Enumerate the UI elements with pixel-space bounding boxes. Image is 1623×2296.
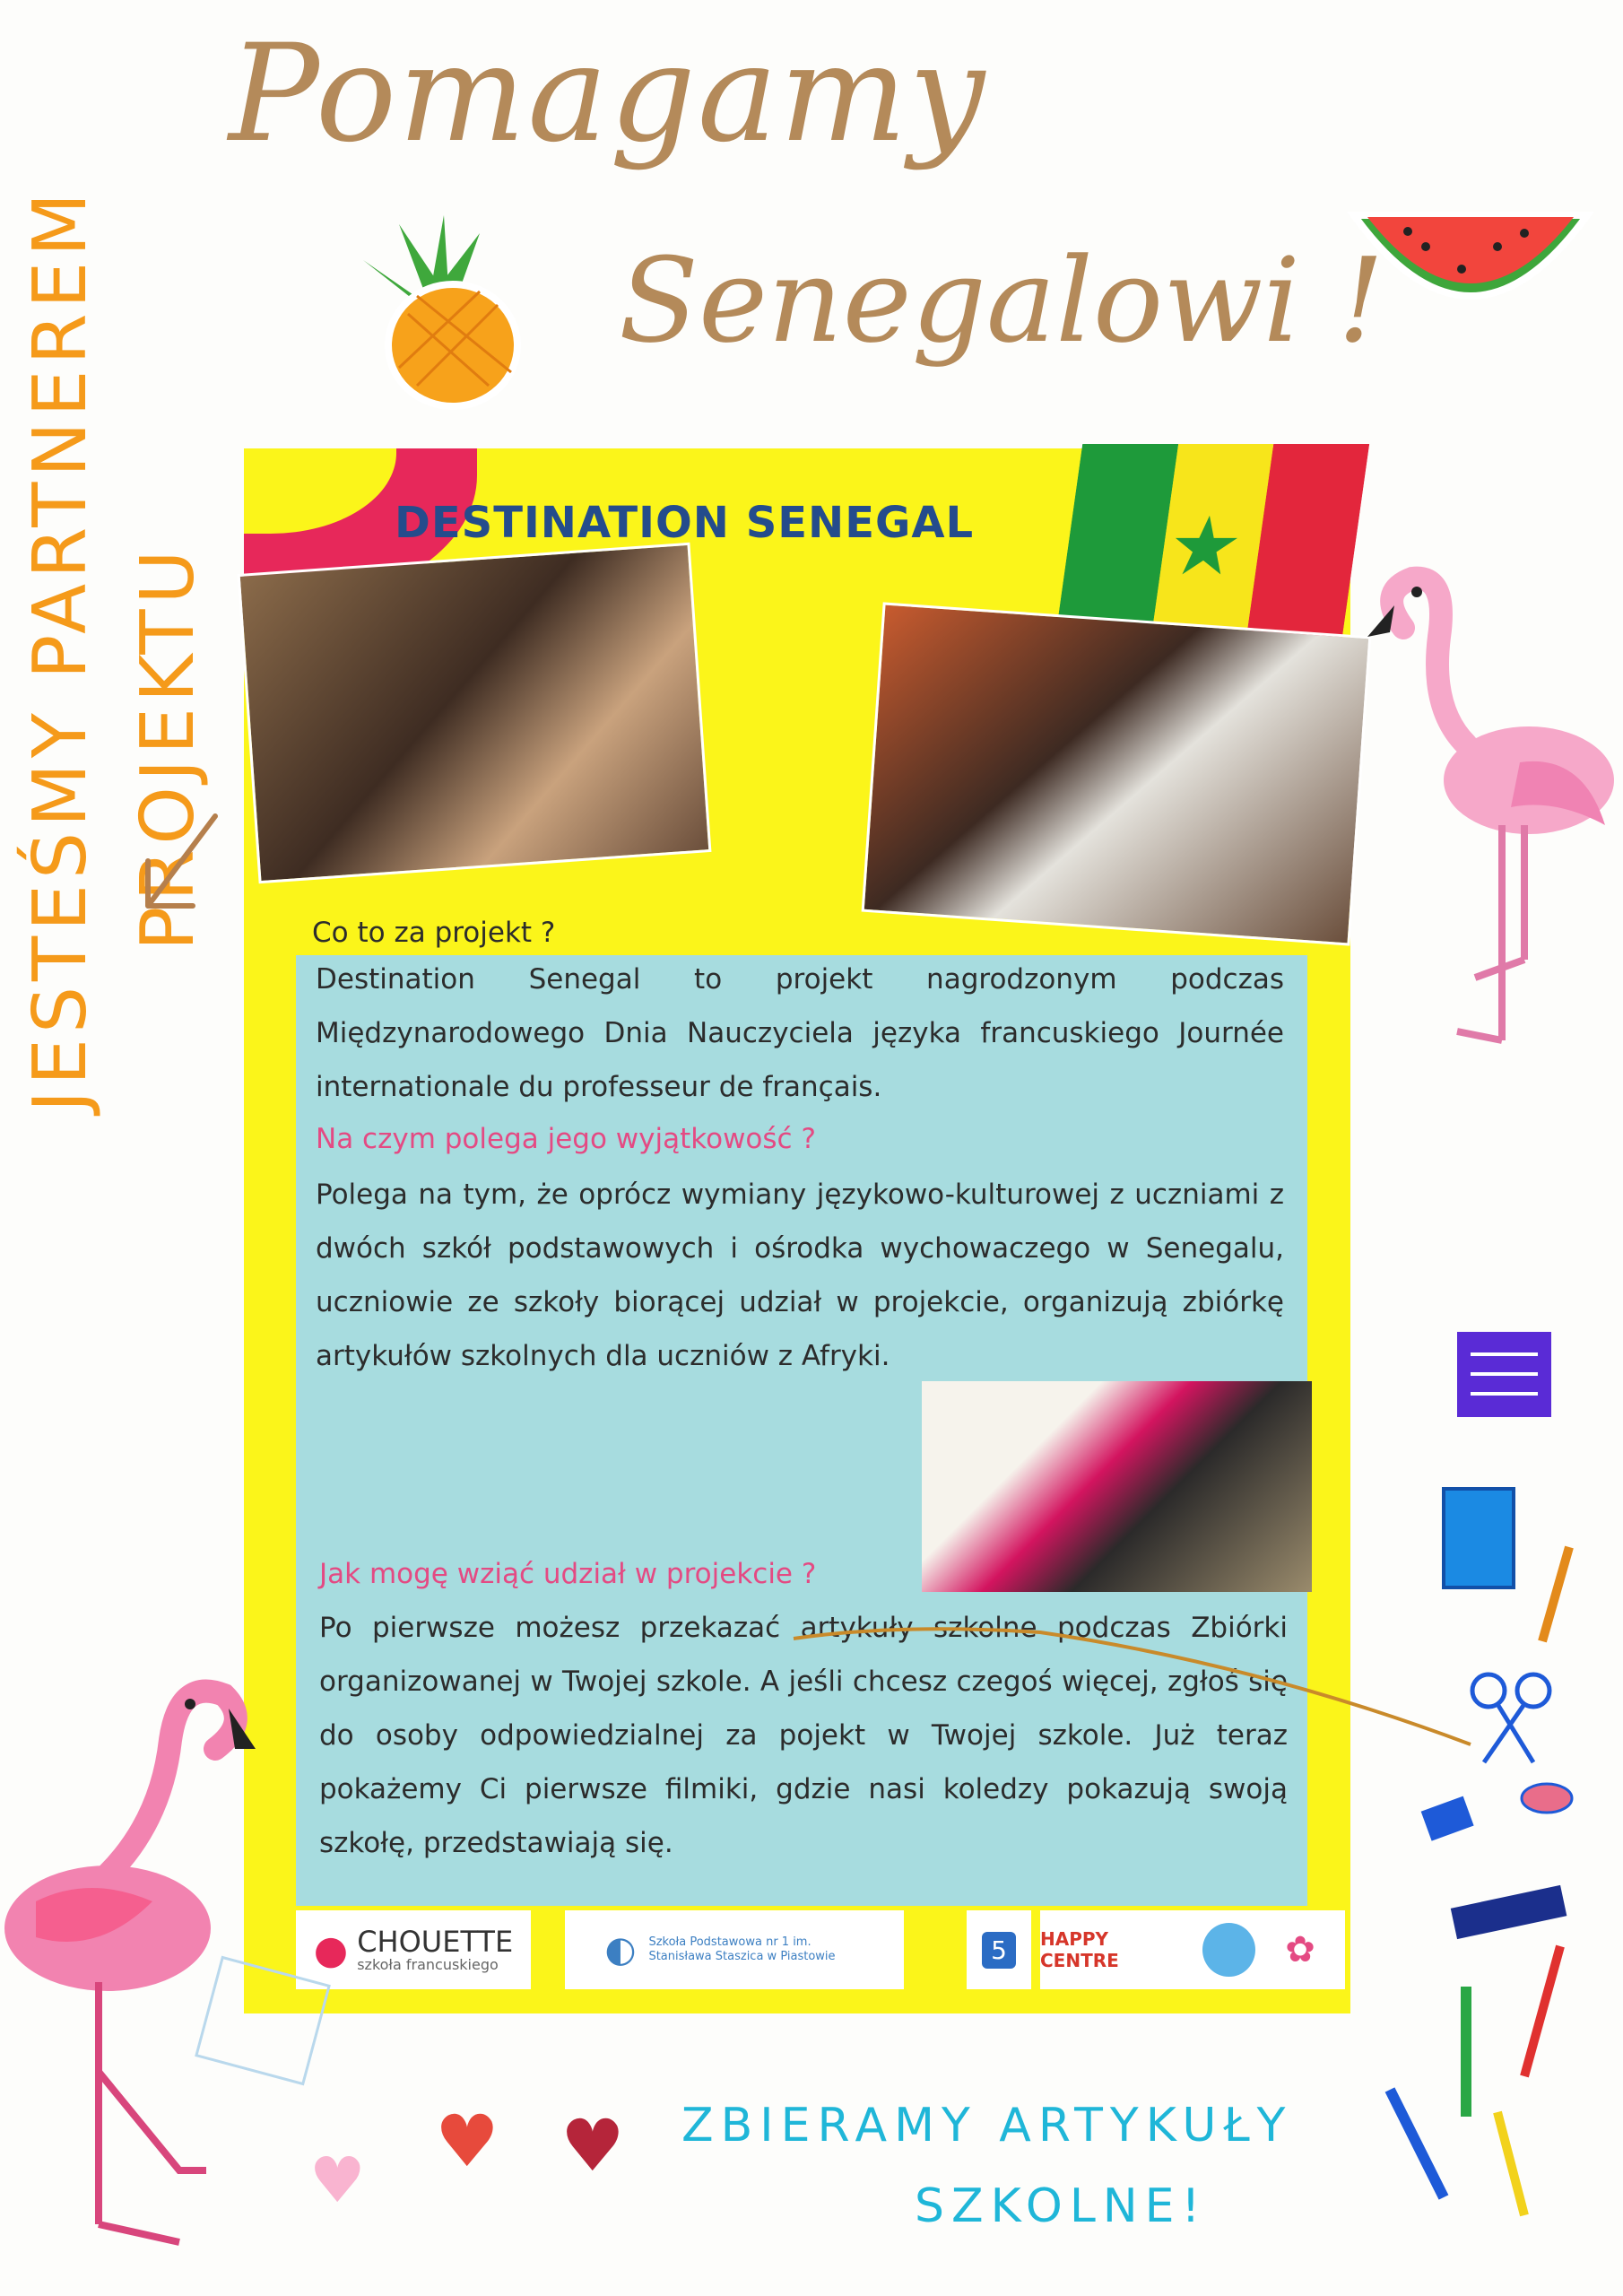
senegal-flag: ★ — [1052, 444, 1369, 664]
headline-pomagamy: Pomagamy — [229, 16, 987, 172]
heart-icon — [560, 2104, 632, 2187]
eraser-icon — [1515, 1776, 1578, 1821]
notebook-icon — [1439, 1484, 1520, 1592]
happy-centre-name: HAPPY CENTRE — [1040, 1928, 1119, 1971]
pencil-icon — [1533, 1543, 1578, 1650]
watermelon-icon — [1345, 206, 1596, 332]
logo-chouette: ● CHOUETTE szkoła francuskiego — [296, 1910, 531, 1989]
heart-icon — [309, 2144, 372, 2217]
sponsor-logos — [296, 1910, 1345, 1991]
question-uniqueness: Na czym polega jego wyjątkowość ? — [316, 1123, 816, 1155]
photo-boy-microphone — [238, 543, 712, 883]
pen-icon — [1381, 2081, 1453, 2206]
pencil-icon — [1448, 1982, 1484, 2126]
question-participation: Jak mogę wziąć udział w projekcie ? — [319, 1558, 817, 1590]
school-name: Szkoła Podstawowa nr 1 im. Stanisława Staszica w Piastowie — [648, 1935, 836, 1963]
question-what-project: Co to za projekt ? — [312, 917, 556, 949]
logo-happy-centre — [1040, 1910, 1255, 1989]
pencil-icon — [1488, 2108, 1533, 2224]
underline-stroke — [789, 1610, 1480, 1753]
paragraph-participation: Po pierwsze możesz przekazać artykuły szkolne podczas Zbiórki organizowanej w Twojej szkole. A jeśli chcesz czegoś więcej, zgłoś się do osoby odpowiedzialnej za pojekt w Twojej szkole. Już teraz pokażemy Ci pierwsze filmiki, gdzie nasi koledzy pokazują swoją szkołę, przedstawiają się. — [319, 1612, 1288, 1859]
photo-girl-microphone — [922, 1381, 1312, 1592]
ruler-icon — [1448, 1883, 1574, 1946]
svg-text:♥: ♥ — [309, 2144, 366, 2217]
paragraph-project-description: Destination Senegal to projekt nagrodzonym podczas Międzynarodowego Dnia Nauczyciela języka francuskiego Journée internationale du professeur de français. — [316, 963, 1284, 1103]
circle-logo-icon — [1202, 1923, 1255, 1977]
pencil-icon — [1515, 1942, 1569, 2085]
logo-kids: ✿ — [1255, 1910, 1345, 1989]
headline-senegalowi: Senegalowi ! — [619, 232, 1384, 369]
chouette-name: CHOUETTE — [357, 1924, 514, 1959]
collect-supplies-line1: ZBIERAMY ARTYKUŁY — [681, 2099, 1293, 2152]
poster-title: DESTINATION SENEGAL — [395, 498, 975, 548]
sharpener-icon — [1421, 1794, 1484, 1848]
pineapple-icon — [345, 206, 542, 413]
chouette-subtitle: szkoła francuskiego — [357, 1955, 499, 1973]
photo-classroom — [862, 602, 1372, 945]
svg-text:♥: ♥ — [435, 2100, 499, 2183]
notebook-icon — [1453, 1327, 1560, 1426]
arrow-icon — [126, 807, 233, 924]
badge-number: 5 — [982, 1932, 1016, 1969]
logo-school: ◐ Szkoła Podstawowa nr 1 im. Stanisława Staszica w Piastowie — [565, 1910, 904, 1989]
logo-badge — [967, 1910, 1031, 1989]
collect-supplies-line2: SZKOLNE! — [915, 2179, 1208, 2233]
heart-icon — [435, 2100, 507, 2183]
scissors-icon — [1462, 1668, 1560, 1767]
flamingo-icon — [1350, 556, 1619, 1058]
paragraph-uniqueness: Polega na tym, że oprócz wymiany językowo-kulturowej z uczniami z dwóch szkół podstawowych i ośrodka wychowaczego w Senegalu, uczniowie ze szkoły biorącej udział w projekcie, organizują zbiórkę artykułów szkolnych dla uczniów z Afryki. — [316, 1178, 1284, 1372]
side-note-partner: JESTEŚMY PARTNEREM — [18, 187, 103, 1112]
svg-text:♥: ♥ — [560, 2104, 625, 2187]
side-note-project: PROJEKTU — [126, 544, 211, 951]
